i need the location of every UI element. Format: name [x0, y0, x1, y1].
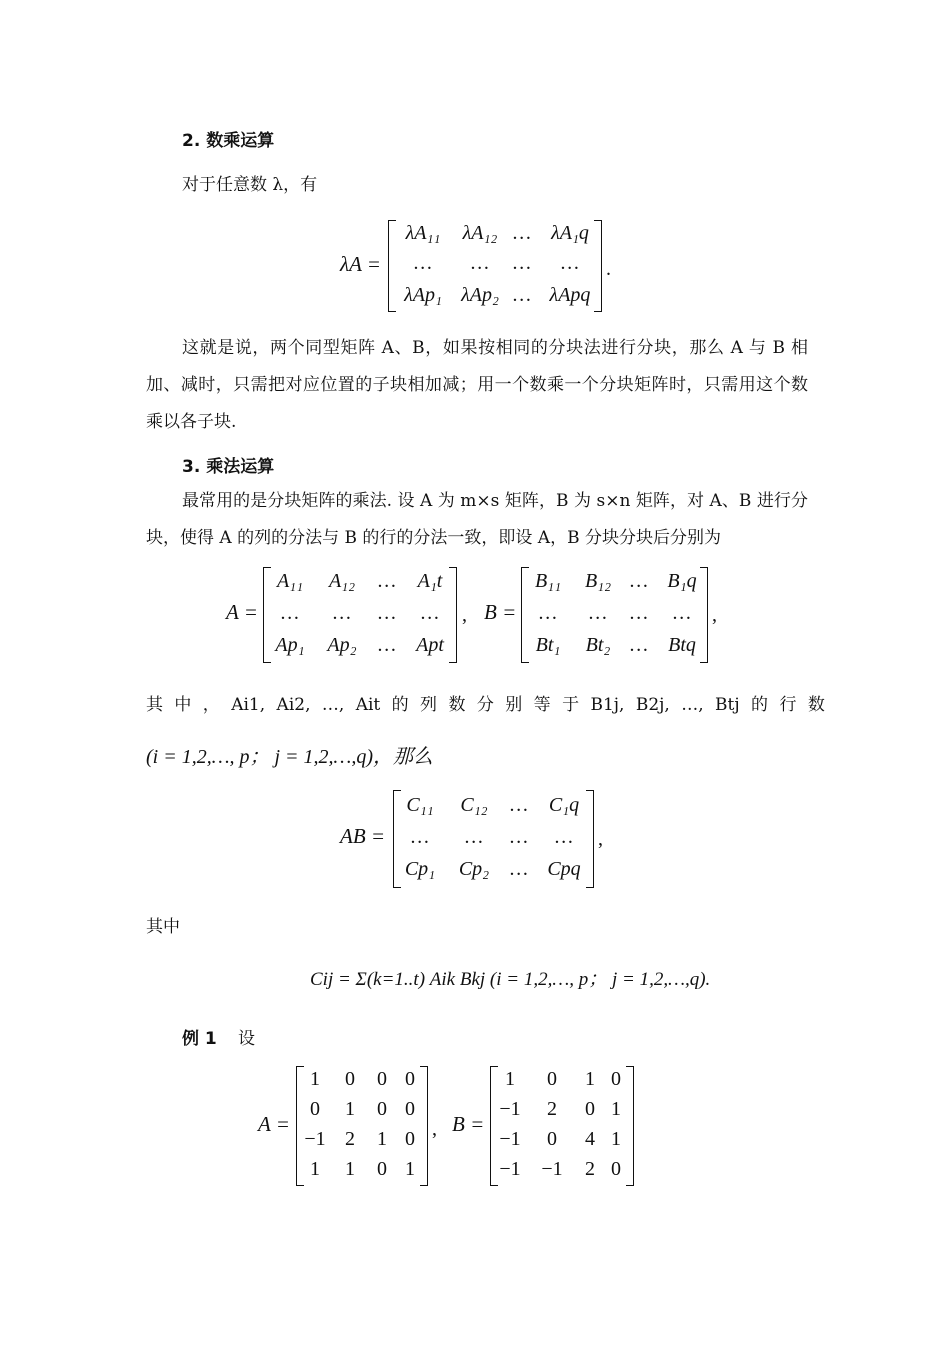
matrix-cell: 2 — [585, 1158, 595, 1180]
matrix-cell: 4 — [585, 1128, 595, 1150]
matrix-cell: … — [630, 602, 648, 624]
matrix-cell: … — [465, 826, 483, 848]
example-text: 设 — [238, 1029, 255, 1049]
formula-lhs: λA = — [340, 252, 381, 276]
matrix-cell: … — [673, 602, 691, 624]
matrix-cell: −1 — [499, 1158, 521, 1180]
matrix-cell: A₁₁ — [276, 570, 304, 592]
right-bracket — [449, 567, 457, 663]
matrix-cell: Bt₁ — [535, 634, 561, 656]
index-line: (i = 1,2,…, p； j = 1,2,…,q)，那么 — [146, 746, 433, 768]
matrix-cell: λA₁₂ — [462, 222, 498, 244]
where-label: 其中 — [146, 917, 180, 937]
A-lhs: A = — [226, 600, 258, 624]
comma: , — [598, 828, 603, 850]
matrix-cell: … — [630, 570, 648, 592]
matrix-cell: 0 — [377, 1098, 387, 1120]
matrix-cell: 0 — [611, 1158, 621, 1180]
matrix-cell: C₁₁ — [406, 794, 434, 816]
matrix-cell: … — [589, 602, 607, 624]
matrix-cell: 1 — [310, 1068, 320, 1090]
cij-formula: Cij = Σ(k=1..t) Aik Bkj (i = 1,2,…, p； j = 1,2,…,q). — [310, 969, 711, 990]
matrix-cell: B₁q — [667, 570, 697, 592]
section-2-paragraph: 这就是说，两个同型矩阵 A、B，如果按相同的分块法进行分块，那么 A 与 B 相加、减时，只需把对应位置的子块相加减；用一个数乘一个分块矩阵时，只需用这个数乘以各子块. — [146, 338, 808, 432]
AB-lhs: AB = — [340, 824, 386, 848]
matrix-cell: 0 — [377, 1158, 387, 1180]
matrix-cell: Cp₁ — [404, 858, 436, 880]
matrix-cell: … — [378, 634, 396, 656]
matrix-cell: … — [281, 602, 299, 624]
matrix-cell: … — [513, 284, 531, 306]
matrix-cell: Btq — [668, 634, 696, 656]
comma: , — [432, 1118, 437, 1140]
matrix-cell: λA₁₁ — [405, 222, 441, 244]
matrix-cell: 0 — [345, 1068, 355, 1090]
matrix-cell: … — [539, 602, 557, 624]
where-line: 其 中 ， Ai1, Ai2, …, Ait 的 列 数 分 别 等 于 B1j, B2j, …, Btj 的 行 数 — [146, 695, 825, 715]
matrix-cell: 0 — [405, 1128, 415, 1150]
matrix-cell: 1 — [377, 1128, 387, 1150]
matrix-cell: … — [555, 826, 573, 848]
matrix-cell: C₁q — [548, 794, 580, 816]
matrix-cell: 1 — [345, 1158, 355, 1180]
comma: , — [712, 604, 717, 626]
matrix-cell: λAp₂ — [461, 284, 499, 306]
matrix-cell: … — [510, 826, 528, 848]
matrix-cell: C₁₂ — [460, 794, 488, 816]
matrix-cell: 1 — [611, 1128, 621, 1150]
matrix-cell: 0 — [377, 1068, 387, 1090]
matrix-cell: … — [411, 826, 429, 848]
matrix-cell: 0 — [310, 1098, 320, 1120]
matrix-cell: Apt — [416, 634, 444, 656]
matrix-cell: B₁₂ — [584, 570, 612, 592]
matrix-cell: 0 — [611, 1068, 621, 1090]
matrix-cell: … — [561, 252, 579, 274]
matrix-cell: Cpq — [547, 858, 581, 880]
section-2-heading: 2. 数乘运算 — [182, 131, 275, 151]
matrix-cell: −1 — [499, 1098, 521, 1120]
matrix-cell: λA₁q — [551, 222, 589, 244]
matrix-cell: −1 — [304, 1128, 326, 1150]
matrix-cell: … — [630, 634, 648, 656]
matrix-cell: 0 — [405, 1068, 415, 1090]
left-bracket — [388, 220, 396, 312]
matrix-cell: … — [513, 222, 531, 244]
matrix-cell: Ap₁ — [275, 634, 305, 656]
formula-period: . — [606, 258, 611, 280]
matrix-cell: 2 — [547, 1098, 557, 1120]
right-bracket — [586, 790, 594, 888]
matrix-cell: … — [421, 602, 439, 624]
B-lhs: B = — [484, 600, 517, 624]
matrix-cell: Cp₂ — [458, 858, 490, 880]
section-3-heading: 3. 乘法运算 — [182, 457, 275, 477]
example-label: 例 1 — [182, 1029, 217, 1049]
matrix-cell: λApq — [549, 284, 591, 306]
right-bracket — [594, 220, 602, 312]
B-lhs: B = — [452, 1112, 485, 1136]
matrix-cell: −1 — [541, 1158, 563, 1180]
matrix-cell: 0 — [585, 1098, 595, 1120]
matrix-cell: 1 — [505, 1068, 515, 1090]
matrix-cell: 0 — [547, 1068, 557, 1090]
matrix-cell: 2 — [345, 1128, 355, 1150]
matrix-cell: B₁₁ — [534, 570, 562, 592]
matrix-cell: … — [510, 794, 528, 816]
matrix-cell: … — [378, 602, 396, 624]
comma: , — [462, 604, 467, 626]
matrix-cell: … — [510, 858, 528, 880]
matrix-cell: 1 — [310, 1158, 320, 1180]
matrix-cell: 1 — [345, 1098, 355, 1120]
matrix-cell: 1 — [611, 1098, 621, 1120]
matrix-cell: … — [333, 602, 351, 624]
matrix-cell: A₁₂ — [328, 570, 356, 592]
matrix-cell: Bt₂ — [585, 634, 611, 656]
section-2-intro: 对于任意数 λ，有 — [182, 175, 318, 195]
matrix-cell: 1 — [405, 1158, 415, 1180]
matrix-cell: … — [471, 252, 489, 274]
matrix-cell: A₁t — [417, 570, 443, 592]
matrix-cell: Ap₂ — [327, 634, 357, 656]
matrix-cell: 0 — [405, 1098, 415, 1120]
matrix-cell: 0 — [547, 1128, 557, 1150]
matrix-cell: … — [378, 570, 396, 592]
matrix-cell: … — [513, 252, 531, 274]
A-lhs: A = — [258, 1112, 290, 1136]
matrix-cell: 1 — [585, 1068, 595, 1090]
matrix-cell: … — [414, 252, 432, 274]
section-3-paragraph: 最常用的是分块矩阵的乘法. 设 A 为 m×s 矩阵，B 为 s×n 矩阵，对 A、B 进行分块，使得 A 的列的分法与 B 的行的分法一致，即设 A，B 分块分块后分别为 — [146, 491, 808, 548]
matrix-cell: λAp₁ — [404, 284, 442, 306]
matrix-cell: −1 — [499, 1128, 521, 1150]
